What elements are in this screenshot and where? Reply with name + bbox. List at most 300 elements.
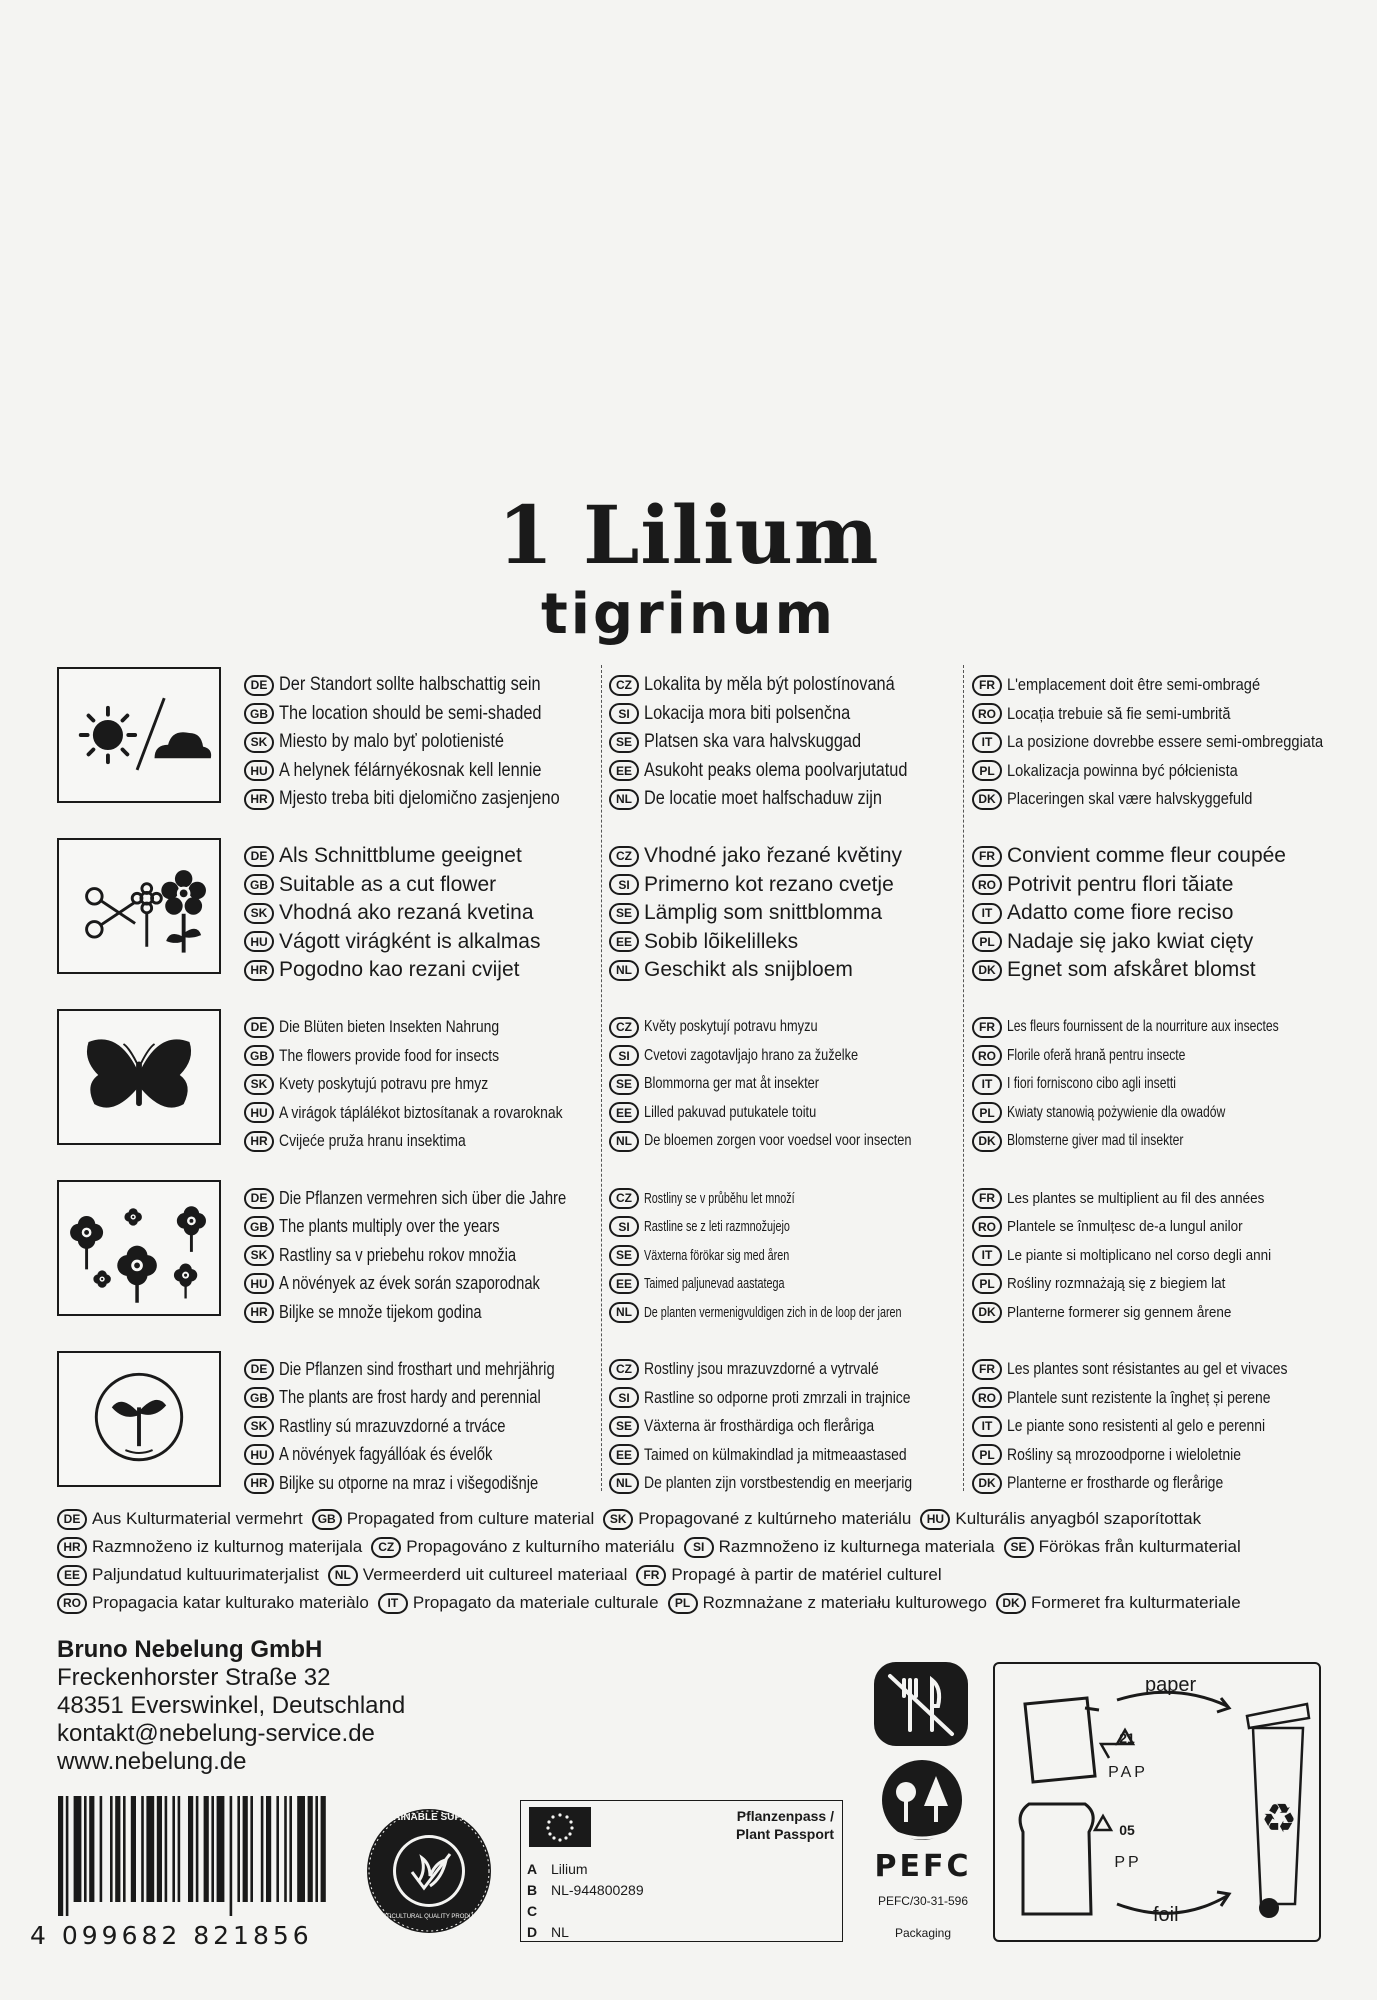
country-badge: NL: [609, 960, 639, 981]
propagation-text: Paljundatud kultuurimaterjalist: [92, 1565, 319, 1584]
text-line: [972, 871, 1336, 900]
barcode-bar: [308, 1796, 313, 1902]
propagation-item: [603, 1509, 911, 1530]
info-text: Taimed paljunevad aastatega: [644, 1275, 785, 1293]
country-badge: GB: [244, 703, 274, 724]
country-badge: CZ: [609, 1359, 639, 1380]
text-line: [244, 1469, 608, 1498]
barcode-bar: [261, 1796, 264, 1902]
barcode-bar: [131, 1796, 136, 1902]
country-badge: PL: [972, 931, 1002, 952]
country-badge: SE: [1004, 1537, 1034, 1558]
barcode-bar: [115, 1796, 120, 1902]
country-badge: CZ: [609, 1188, 639, 1209]
country-badge: EE: [609, 760, 639, 781]
text-line: [972, 1355, 1336, 1384]
info-text: Planterne er frostharde og flerårige: [1007, 1473, 1224, 1493]
info-text: Pogodno kao rezani cvijet: [279, 958, 520, 982]
text-line: [244, 928, 608, 957]
country-badge: GB: [244, 874, 274, 895]
country-badge: HU: [244, 760, 274, 781]
text-line: [609, 1013, 973, 1042]
company-name: Bruno Nebelung GmbH: [57, 1636, 323, 1663]
country-badge: PL: [972, 1444, 1002, 1465]
paper-abbr: PAP: [1108, 1764, 1148, 1781]
info-text: Les fleurs fournissent de la nourriture aux insectes: [1007, 1018, 1279, 1036]
country-badge: GB: [244, 1216, 274, 1237]
text-line: [972, 1298, 1336, 1327]
info-text: Les plantes se multiplient au fil des années: [1007, 1189, 1265, 1207]
text-line: [609, 1127, 973, 1156]
text-line: [972, 1099, 1336, 1128]
text-line: [609, 1184, 973, 1213]
text-line: [972, 757, 1336, 786]
country-badge: RO: [57, 1593, 87, 1614]
propagation-text: Propagato da materiale culturale: [412, 1593, 659, 1612]
text-line: [972, 1070, 1336, 1099]
country-badge: RO: [972, 703, 1002, 724]
barcode-bar: [217, 1796, 225, 1902]
propagation-text: Vermeerderd uit cultureel materiaal: [362, 1565, 628, 1584]
info-text: Kvety poskytujú potravu pre hmyz: [279, 1074, 489, 1094]
country-badge: DE: [244, 1359, 274, 1380]
text-line: [609, 1298, 973, 1327]
text-line: [244, 1184, 608, 1213]
section-3-column-3: [972, 1013, 1336, 1156]
barcode-bar: [172, 1796, 175, 1902]
info-text: Lämplig som snittblomma: [644, 901, 883, 925]
propagation-item: [378, 1593, 659, 1614]
country-badge: CZ: [371, 1537, 401, 1558]
text-line: [244, 1070, 608, 1099]
info-text: Die Blüten bieten Insekten Nahrung: [279, 1017, 500, 1037]
propagation-item: [684, 1537, 995, 1558]
butterfly-icon: [57, 1009, 221, 1145]
propagation-item: [996, 1593, 1241, 1614]
text-line: [972, 785, 1336, 814]
info-text: Florile oferă hrană pentru insecte: [1007, 1046, 1186, 1064]
barcode-bars: [30, 1796, 330, 1916]
country-badge: CZ: [609, 675, 639, 696]
barcode-bar: [297, 1796, 305, 1902]
country-badge: SK: [244, 1245, 274, 1266]
pefc-logo: [866, 1758, 980, 1884]
country-badge: SK: [244, 903, 274, 924]
country-badge: DK: [996, 1593, 1026, 1614]
country-badge: HU: [244, 1273, 274, 1294]
info-text: Platsen ska vara halvskuggad: [644, 731, 862, 753]
text-line: [244, 1213, 608, 1242]
info-text: Der Standort sollte halbschattig sein: [279, 674, 541, 696]
info-text: Suitable as a cut flower: [279, 872, 497, 896]
country-badge: DE: [244, 675, 274, 696]
passport-row: [527, 1882, 644, 1898]
text-line: [609, 1355, 973, 1384]
passport-value: NL-944800289: [551, 1882, 644, 1898]
info-text: Mjesto treba biti djelomično zasjenjeno: [279, 788, 560, 810]
barcode-bar: [196, 1796, 199, 1902]
propagation-line: [57, 1505, 1337, 1533]
country-badge: SE: [609, 1245, 639, 1266]
street: Freckenhorster Straße 32: [57, 1664, 331, 1691]
text-line: [244, 956, 608, 985]
text-line: [972, 1384, 1336, 1413]
text-line: [609, 1241, 973, 1270]
country-badge: PL: [668, 1593, 698, 1614]
text-line: [972, 1042, 1336, 1071]
country-badge: PL: [972, 760, 1002, 781]
text-line: [244, 1013, 608, 1042]
propagation-line: [57, 1561, 1337, 1589]
barcode-bar: [84, 1796, 87, 1902]
barcode-bar: [315, 1796, 318, 1902]
text-line: [972, 1241, 1336, 1270]
country-badge: NL: [328, 1565, 358, 1586]
country-badge: RO: [972, 874, 1002, 895]
country-badge: IT: [972, 732, 1002, 753]
info-text: Geschikt als snijbloem: [644, 958, 853, 982]
country-badge: FR: [972, 1359, 1002, 1380]
text-line: [244, 700, 608, 729]
badge-subtext: HORTICULTURAL QUALITY PRODUCTS: [372, 1914, 486, 1920]
barcode-bar: [89, 1796, 94, 1902]
country-badge: RO: [972, 1216, 1002, 1237]
text-line: [972, 1441, 1336, 1470]
country-badge: SK: [244, 732, 274, 753]
text-line: [609, 1469, 973, 1498]
text-line: [244, 1270, 608, 1299]
section-4-column-3: [972, 1184, 1336, 1327]
info-text: Rośliny rozmnażają się z biegiem lat: [1007, 1275, 1226, 1293]
country-badge: GB: [244, 1387, 274, 1408]
svg-text:♻: ♻: [1261, 1796, 1297, 1842]
country-badge: HR: [244, 960, 274, 981]
info-text: Lilled pakuvad putukatele toitu: [644, 1103, 817, 1121]
propagation-item: [57, 1565, 319, 1586]
passport-title-en: Plant Passport: [735, 1826, 834, 1842]
passport-key: A: [527, 1861, 538, 1877]
country-badge: IT: [378, 1593, 408, 1614]
country-badge: DE: [57, 1509, 87, 1530]
country-badge: HU: [244, 931, 274, 952]
foil-code: 05: [1119, 1822, 1135, 1838]
country-badge: DE: [244, 1188, 274, 1209]
info-text: Die Pflanzen vermehren sich über die Jahre: [279, 1187, 567, 1208]
email-link[interactable]: kontakt@nebelung-service.de: [57, 1720, 375, 1747]
country-badge: HR: [244, 789, 274, 810]
info-text: Plantele se înmulțesc de-a lungul anilor: [1007, 1218, 1243, 1236]
propagation-item: [57, 1509, 303, 1530]
info-text: Vágott virágként is alkalmas: [279, 929, 541, 953]
barcode-bar: [204, 1796, 209, 1902]
country-badge: EE: [609, 1102, 639, 1123]
country-badge: NL: [609, 1473, 639, 1494]
info-text: Biljke su otporne na mraz i višegodišnje: [279, 1472, 539, 1493]
country-badge: HR: [244, 1302, 274, 1323]
country-badge: DE: [244, 846, 274, 867]
propagation-item: [312, 1509, 595, 1530]
text-line: [609, 928, 973, 957]
info-text: Cvetovi zagotavljajo hrano za žuželke: [644, 1046, 859, 1064]
plant-passport: [520, 1800, 843, 1942]
badge-text: SUSTAINABLE SUPPLIER: [367, 1812, 491, 1823]
text-line: [972, 700, 1336, 729]
country-badge: NL: [609, 1131, 639, 1152]
propagation-text: Propagované z kultúrneho materiálu: [638, 1509, 912, 1528]
country-badge: DK: [972, 960, 1002, 981]
paper-label: paper: [1145, 1674, 1197, 1696]
sun-cloud-icon: [57, 667, 221, 803]
text-line: [609, 1099, 973, 1128]
text-line: [972, 1270, 1336, 1299]
info-text: De planten zijn vorstbestendig en meerjarig: [644, 1473, 913, 1493]
info-text: Květy poskytují potravu hmyzu: [644, 1018, 818, 1036]
country-badge: DK: [972, 789, 1002, 810]
city: 48351 Everswinkel, Deutschland: [57, 1692, 406, 1719]
country-badge: NL: [609, 789, 639, 810]
info-text: Rostliny jsou mrazuvzdorné a vytrvalé: [644, 1359, 879, 1379]
info-text: De locatie moet halfschaduw zijn: [644, 788, 882, 810]
country-badge: IT: [972, 1245, 1002, 1266]
product-subtitle: tigrinum: [541, 582, 836, 647]
sustainable-supplier-badge: [364, 1806, 494, 1936]
country-badge: SI: [609, 1216, 639, 1237]
section-1-column-1: [244, 671, 608, 814]
text-line: [609, 1412, 973, 1441]
text-line: [972, 1184, 1336, 1213]
text-line: [244, 1099, 608, 1128]
section-5-column-1: [244, 1355, 608, 1498]
barcode-bar: [141, 1796, 144, 1902]
info-text: The plants are frost hardy and perennial: [279, 1387, 541, 1408]
propagation-text: Razmnoženo iz kulturnog materijala: [92, 1537, 363, 1556]
text-line: [609, 1213, 973, 1242]
text-line: [972, 671, 1336, 700]
text-line: [244, 757, 608, 786]
text-line: [609, 757, 973, 786]
propagation-line: [57, 1589, 1337, 1617]
propagation-text: Propagováno z kulturního materiálu: [406, 1537, 675, 1556]
text-line: [244, 1127, 608, 1156]
text-line: [244, 1241, 608, 1270]
propagation-item: [57, 1537, 362, 1558]
text-line: [244, 728, 608, 757]
passport-title-de: Pflanzenpass /: [736, 1808, 834, 1824]
info-text: Sobib lõikelilleks: [644, 929, 799, 953]
info-text: Vhodná ako rezaná kvetina: [279, 901, 534, 925]
passport-value: NL: [551, 1924, 569, 1940]
info-text: Le piante sono resistenti al gelo e perenni: [1007, 1416, 1266, 1436]
propagation-item: [57, 1593, 369, 1614]
barcode-bar: [188, 1796, 193, 1902]
section-3-column-1: [244, 1013, 608, 1156]
passport-title: [736, 1807, 834, 1843]
company-address: [57, 1636, 405, 1776]
country-badge: HU: [244, 1444, 274, 1465]
propagation-item: [668, 1593, 987, 1614]
barcode-bar: [110, 1796, 113, 1902]
country-badge: GB: [312, 1509, 342, 1530]
info-text: De planten vermenigvuldigen zich in de loop der jaren: [644, 1303, 902, 1321]
barcode: [30, 1796, 330, 1950]
barcode-bar: [74, 1796, 82, 1902]
info-text: I fiori forniscono cibo agli insetti: [1007, 1075, 1176, 1093]
section-5-column-2: [609, 1355, 973, 1498]
text-line: [244, 1441, 608, 1470]
passport-key: B: [527, 1882, 538, 1898]
info-text: Als Schnittblume geeignet: [279, 844, 522, 868]
country-badge: CZ: [609, 846, 639, 867]
pefc-caption: Packaging: [894, 1926, 952, 1940]
country-badge: SE: [609, 1416, 639, 1437]
info-text: Rastline so odporne proti zmrzali in trajnice: [644, 1387, 911, 1407]
barcode-bar: [100, 1796, 103, 1902]
passport-key: D: [527, 1924, 538, 1940]
barcode-bar: [211, 1796, 214, 1902]
info-text: Rastliny sú mrazuvzdorné a trváce: [279, 1415, 506, 1436]
propagation-item: [636, 1565, 941, 1586]
text-line: [244, 1355, 608, 1384]
text-line: [609, 1384, 973, 1413]
country-badge: HU: [244, 1102, 274, 1123]
country-badge: FR: [972, 675, 1002, 696]
info-text: Blommorna ger mat åt insekter: [644, 1075, 819, 1093]
info-text: Rastline se z leti razmnožujejo: [644, 1218, 790, 1236]
text-line: [609, 899, 973, 928]
barcode-bar: [165, 1796, 168, 1902]
country-badge: DK: [972, 1473, 1002, 1494]
text-line: [972, 728, 1336, 757]
propagation-line: [57, 1533, 1337, 1561]
info-text: Lokalizacja powinna być półcienista: [1007, 760, 1238, 780]
country-badge: SK: [244, 1074, 274, 1095]
text-line: [609, 842, 973, 871]
country-badge: HR: [57, 1537, 87, 1558]
text-line: [609, 700, 973, 729]
country-badge: IT: [972, 1416, 1002, 1437]
section-5-column-3: [972, 1355, 1336, 1498]
country-badge: IT: [972, 903, 1002, 924]
text-line: [609, 1070, 973, 1099]
country-badge: HR: [244, 1473, 274, 1494]
barcode-bar: [250, 1796, 253, 1902]
text-line: [609, 871, 973, 900]
info-text: Blomsterne giver mad til insekter: [1007, 1132, 1184, 1150]
country-badge: HR: [244, 1131, 274, 1152]
info-text: The plants multiply over the years: [279, 1216, 500, 1237]
info-text: Lokalita by měla být polostínovaná: [644, 674, 895, 696]
recycling-info: [993, 1662, 1321, 1942]
country-badge: DK: [972, 1302, 1002, 1323]
text-line: [244, 1042, 608, 1071]
country-badge: SI: [609, 1387, 639, 1408]
website-link[interactable]: www.nebelung.de: [57, 1748, 247, 1775]
country-badge: GB: [244, 1045, 274, 1066]
propagation-notice: [57, 1505, 1337, 1617]
country-badge: IT: [972, 1074, 1002, 1095]
propagation-text: Formeret fra kulturmateriale: [1031, 1593, 1241, 1612]
recycling-graphic: [995, 1664, 1319, 1940]
info-text: Rostliny se v průběhu let množí: [644, 1189, 795, 1207]
country-badge: EE: [57, 1565, 87, 1586]
info-text: L'emplacement doit être semi-ombragé: [1007, 675, 1261, 695]
country-badge: EE: [609, 1273, 639, 1294]
propagation-text: Propagated from culture material: [346, 1509, 595, 1528]
passport-value: Lilium: [551, 1861, 588, 1877]
not-edible-icon: [872, 1660, 982, 1750]
section-4-column-2: [609, 1184, 973, 1327]
info-text: Placeringen skal være halvskyggefuld: [1007, 789, 1253, 809]
propagation-item: [1004, 1537, 1241, 1558]
country-badge: SI: [684, 1537, 714, 1558]
barcode-bar: [66, 1796, 69, 1916]
info-text: La posizione dovrebbe essere semi-ombreggiata: [1007, 732, 1324, 752]
propagation-text: Propagacia katar kulturako materiàlo: [92, 1593, 369, 1612]
foil-abbr: PP: [1114, 1854, 1142, 1871]
country-badge: FR: [972, 1188, 1002, 1209]
barcode-bar: [276, 1796, 279, 1902]
text-line: [609, 671, 973, 700]
text-line: [609, 1441, 973, 1470]
passport-row: [527, 1861, 588, 1877]
text-line: [244, 1384, 608, 1413]
country-badge: DK: [972, 1131, 1002, 1152]
barcode-bar: [178, 1796, 181, 1902]
country-badge: SE: [609, 903, 639, 924]
propagation-text: Rozmnażane z materiału kulturowego: [702, 1593, 987, 1612]
country-badge: SI: [609, 874, 639, 895]
info-text: Primerno kot rezano cvetje: [644, 872, 894, 896]
info-text: Nadaje się jako kwiat cięty: [1007, 929, 1254, 953]
passport-row: [527, 1903, 551, 1919]
section-2-column-1: [244, 842, 608, 985]
text-line: [972, 1412, 1336, 1441]
country-badge: RO: [972, 1387, 1002, 1408]
propagation-item: [328, 1565, 628, 1586]
text-line: [609, 1270, 973, 1299]
barcode-bar: [123, 1796, 126, 1902]
info-text: Convient comme fleur coupée: [1007, 844, 1286, 868]
barcode-bar: [157, 1796, 162, 1902]
barcode-bar: [284, 1796, 287, 1902]
country-badge: PL: [972, 1102, 1002, 1123]
info-text: Miesto by malo byť polotienisté: [279, 731, 505, 753]
section-1-column-2: [609, 671, 973, 814]
text-line: [244, 871, 608, 900]
text-line: [972, 1127, 1336, 1156]
country-badge: FR: [636, 1565, 666, 1586]
propagation-text: Aus Kulturmaterial vermehrt: [92, 1509, 303, 1528]
text-line: [609, 785, 973, 814]
country-badge: EE: [609, 931, 639, 952]
text-line: [244, 785, 608, 814]
info-text: Plantele sunt rezistente la îngheț și perene: [1007, 1387, 1271, 1407]
barcode-bar: [58, 1796, 63, 1916]
text-line: [972, 1213, 1336, 1242]
propagation-text: Förökas från kulturmaterial: [1038, 1537, 1241, 1556]
foil-label: foil: [1153, 1904, 1179, 1926]
product-title: 1 Lilium: [497, 488, 880, 582]
info-text: Egnet som afskåret blomst: [1007, 958, 1256, 982]
country-badge: DE: [244, 1017, 274, 1038]
info-text: Adatto come fiore reciso: [1007, 901, 1234, 925]
flowers-multiply-icon: [57, 1180, 221, 1316]
country-badge: EE: [609, 1444, 639, 1465]
text-line: [244, 842, 608, 871]
text-line: [972, 1469, 1336, 1498]
info-text: A helynek félárnyékosnak kell lennie: [279, 759, 542, 781]
text-line: [609, 956, 973, 985]
